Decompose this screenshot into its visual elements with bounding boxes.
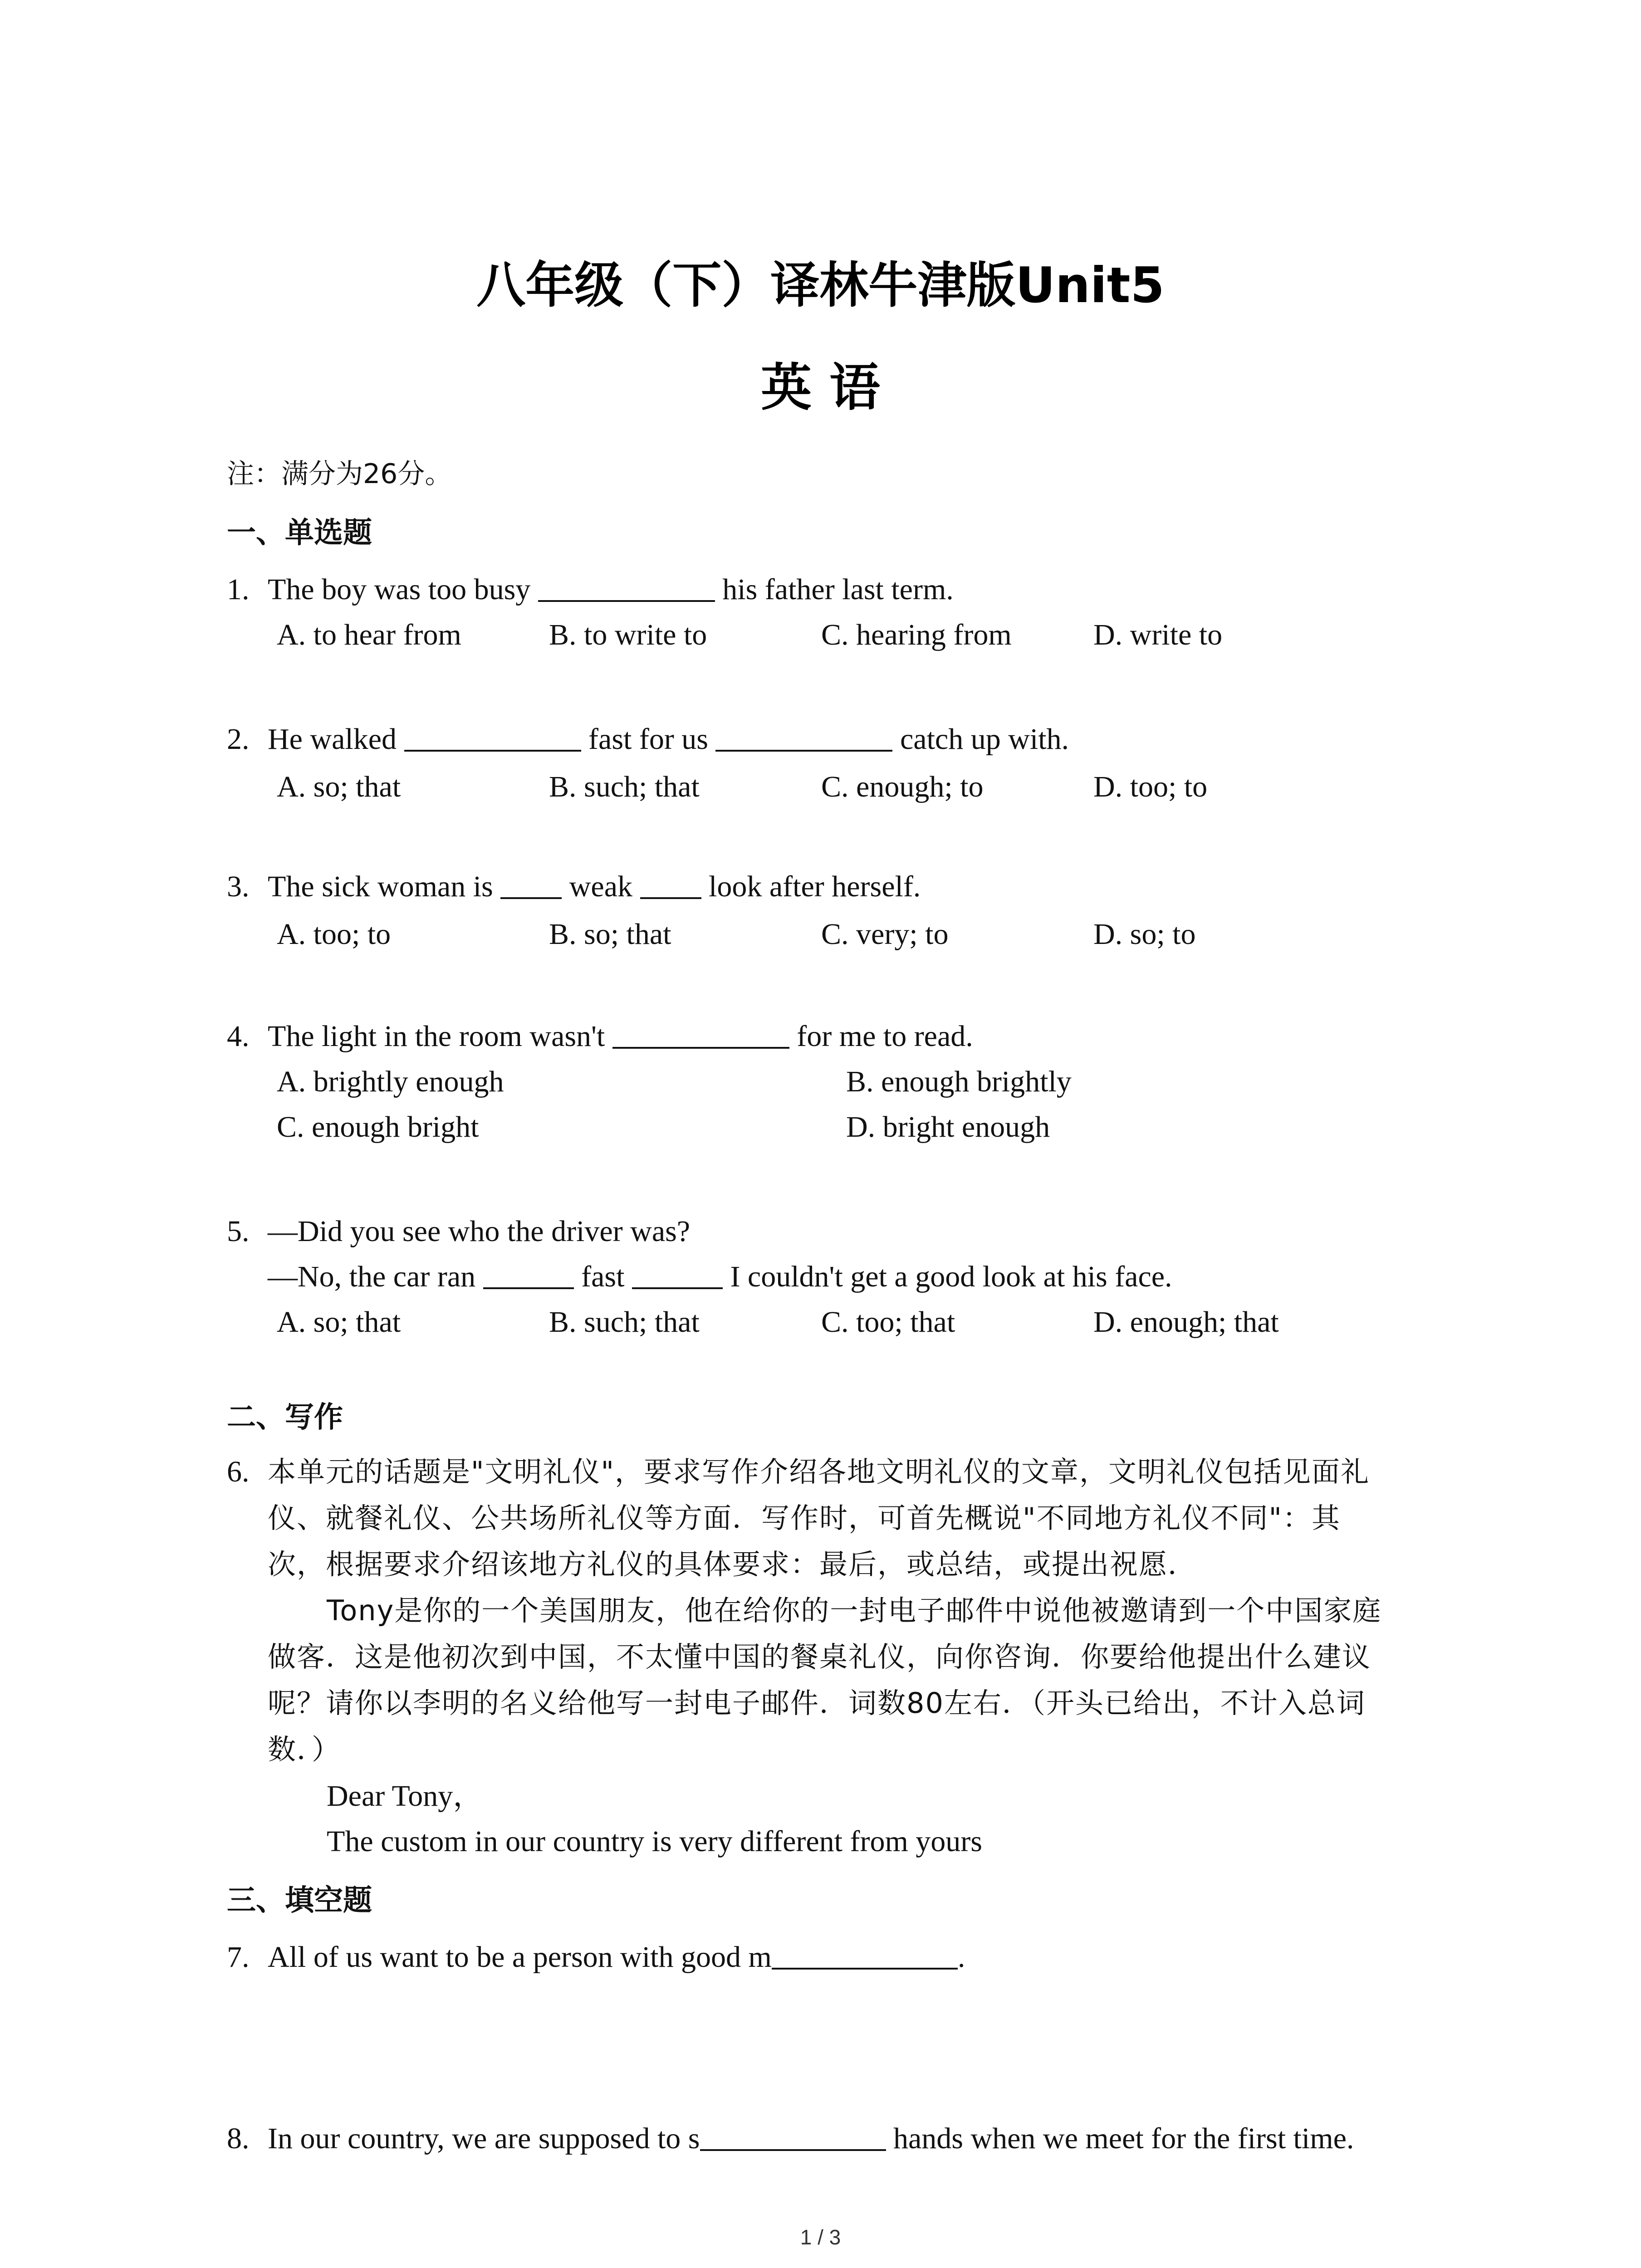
question-5-line-2 (268, 1256, 1172, 1297)
section-heading-fill-in: 三、填空题 (227, 1884, 372, 1917)
score-note: 注：满分为26分。 (227, 458, 452, 490)
question-4-stem (268, 1016, 973, 1057)
question-number: 7. (227, 1941, 250, 1974)
prompt-line: 本单元的话题是"文明礼仪"，要求写作介绍各地文明礼仪的文章，文明礼仪包括见面礼 (268, 1455, 1370, 1488)
stem-text: fast (573, 1260, 632, 1293)
option-c[interactable]: C. very; to (821, 918, 949, 951)
question-number: 2. (227, 723, 250, 756)
option-a[interactable]: A. too; to (277, 918, 391, 951)
letter-opening: The custom in our country is very different from yours (327, 1825, 982, 1858)
page-title: 八年级（下）译林牛津版Unit5 (476, 257, 1165, 314)
letter-salutation: Dear Tony， (327, 1779, 483, 1813)
stem-text: look after herself. (701, 870, 921, 903)
option-a[interactable]: A. to hear from (277, 618, 461, 651)
stem-text: The sick woman is (268, 870, 501, 903)
answer-blank[interactable] (500, 870, 562, 899)
answer-blank[interactable] (632, 1260, 723, 1289)
stem-text: —No, the car ran (268, 1260, 483, 1293)
option-b[interactable]: B. such; that (549, 770, 700, 803)
prompt-line: 数．） (268, 1733, 341, 1766)
option-d[interactable]: D. enough; that (1093, 1305, 1279, 1339)
question-3-stem (268, 866, 921, 907)
subject-title: 英 语 (761, 358, 880, 417)
stem-text: He walked (268, 723, 404, 756)
answer-blank[interactable] (640, 870, 701, 899)
stem-text: All of us want to be a person with good m (268, 1941, 772, 1974)
option-b[interactable]: B. enough brightly (846, 1065, 1072, 1098)
stem-text: catch up with. (892, 723, 1069, 756)
page-number: 1 / 3 (800, 2225, 841, 2249)
stem-text: In our country, we are supposed to s (268, 2122, 700, 2155)
stem-text: . (957, 1941, 965, 1974)
prompt-line: Tony是你的一个美国朋友，他在给你的一封电子邮件中说他被邀请到一个中国家庭 (327, 1594, 1382, 1627)
section-heading-writing: 二、写作 (227, 1401, 343, 1434)
option-c[interactable]: C. enough bright (277, 1110, 479, 1144)
answer-blank[interactable] (612, 1020, 789, 1049)
answer-blank[interactable] (700, 2122, 886, 2151)
question-5-line-1: —Did you see who the driver was? (268, 1215, 691, 1248)
option-d[interactable]: D. bright enough (846, 1110, 1050, 1144)
option-c[interactable]: C. too; that (821, 1305, 955, 1339)
answer-blank[interactable] (772, 1941, 958, 1970)
prompt-line: 呢？请你以李明的名义给他写一封电子邮件．词数80左右．（开头已给出，不计入总词 (268, 1686, 1366, 1720)
stem-text: for me to read. (789, 1020, 973, 1053)
question-number: 1. (227, 573, 250, 606)
stem-text: The boy was too busy (268, 573, 538, 606)
answer-blank[interactable] (483, 1260, 574, 1289)
prompt-line: 次，根据要求介绍该地方礼仪的具体要求：最后，或总结，或提出祝愿． (268, 1548, 1197, 1581)
answer-blank[interactable] (715, 723, 892, 752)
option-c[interactable]: C. hearing from (821, 618, 1012, 651)
option-a[interactable]: A. so; that (277, 1305, 401, 1339)
question-number: 8. (227, 2122, 250, 2155)
option-d[interactable]: D. write to (1093, 618, 1223, 651)
question-2-stem (268, 719, 1069, 760)
question-number: 5. (227, 1215, 250, 1248)
question-number: 6. (227, 1455, 250, 1488)
stem-text: I couldn't get a good look at his face. (722, 1260, 1172, 1293)
question-7-stem (268, 1937, 965, 1978)
answer-blank[interactable] (404, 723, 581, 752)
option-a[interactable]: A. brightly enough (277, 1065, 504, 1098)
option-c[interactable]: C. enough; to (821, 770, 984, 803)
section-heading-single-choice: 一、单选题 (227, 516, 372, 550)
option-d[interactable]: D. so; to (1093, 918, 1196, 951)
answer-blank[interactable] (538, 573, 715, 602)
prompt-line: 仪、就餐礼仪、公共场所礼仪等方面．写作时，可首先概说"不同地方礼仪不同"：其 (268, 1501, 1341, 1535)
option-a[interactable]: A. so; that (277, 770, 401, 803)
stem-text: hands when we meet for the first time. (886, 2122, 1354, 2155)
option-b[interactable]: B. to write to (549, 618, 707, 651)
question-8-stem (268, 2118, 1354, 2159)
question-number: 4. (227, 1020, 250, 1053)
stem-text: The light in the room wasn't (268, 1020, 612, 1053)
option-b[interactable]: B. such; that (549, 1305, 700, 1339)
stem-text: weak (562, 870, 640, 903)
option-b[interactable]: B. so; that (549, 918, 671, 951)
prompt-line: 做客．这是他初次到中国，不太懂中国的餐桌礼仪，向你咨询．你要给他提出什么建议 (268, 1640, 1372, 1673)
stem-text: his father last term. (715, 573, 954, 606)
question-1-stem (268, 569, 954, 610)
stem-text: fast for us (581, 723, 716, 756)
question-number: 3. (227, 870, 250, 903)
option-d[interactable]: D. too; to (1093, 770, 1208, 803)
